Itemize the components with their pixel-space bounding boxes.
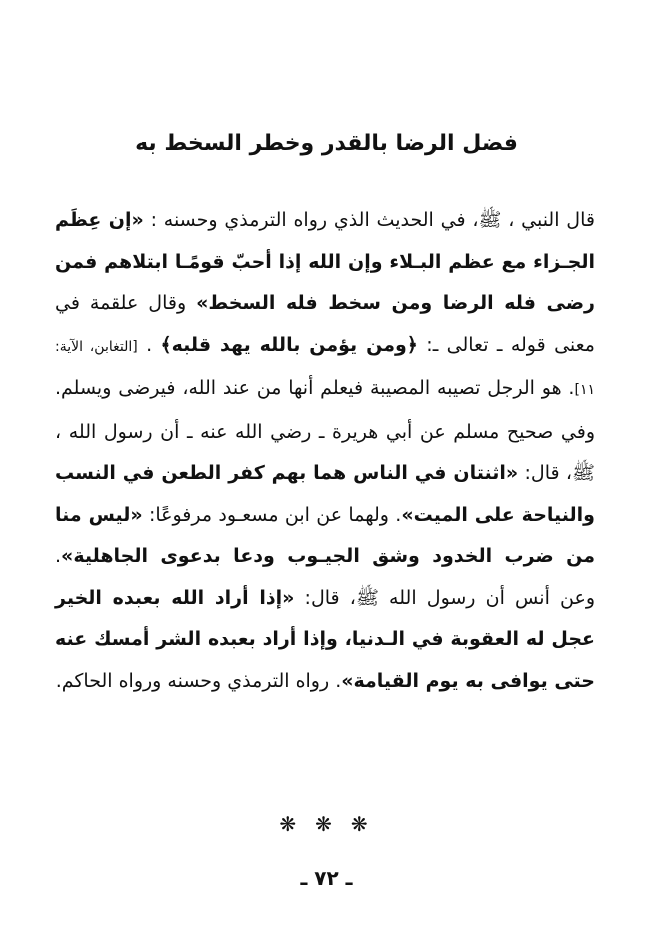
verse-reference: [التغابن، الآية: ١١] [55, 338, 595, 398]
quran-verse: ﴿ومن يؤمن بالله يهد قلبه﴾ [160, 333, 418, 356]
body-paragraph [55, 200, 595, 702]
text-run: وقال علقمة في معنى قوله ـ تعالى ـ: [55, 292, 595, 356]
hadith-quote: «إذا أراد الله بعبده الخير عجل له العقوبة في الـدنيا، وإذا أراد بعبده الشر أمسك عنه حتى يوافى به يوم القيامة» [55, 586, 595, 692]
hadith-quote: «اثنتان في الناس هما بهم كفر الطعن في النسب والنياحة على الميت» [55, 462, 595, 526]
text-run: . ولهما عن ابن مسعـود مرفوعًا: [142, 503, 402, 526]
text-run: . وعن أنس أن رسول الله ﷺ، قال: [55, 545, 595, 609]
text-run: . هو الرجل تصيبه المصيبة فيعلم أنها من عند الله، فيرضى ويسلم. وفي صحيح مسلم عن أبي هريرة ـ رضي الله عنه ـ أن رسول الله ، ﷺ، قال: [55, 377, 595, 484]
hadith-quote: «إن عِظَم الجـزاء مع عظم البـلاء وإن الله إذا أحبّ قومًـا ابتلاهم فمن رضى فله الرضا ومن سخط فله السخط» [55, 209, 595, 314]
text-run: . [137, 333, 161, 356]
section-separator: ❋ ❋ ❋ [279, 812, 374, 836]
text-run: قال النبي ، ﷺ، في الحديث الذي رواه الترمذي وحسنه : [143, 209, 595, 231]
page-title: فضل الرضا بالقدر وخطر السخط به [135, 131, 518, 156]
text-run: . رواه الترمذي وحسنه ورواه الحاكم. [55, 669, 342, 692]
hadith-quote: «ليس منا من ضرب الخدود وشق الجيـوب ودعا بدعوى الجاهلية» [55, 503, 595, 567]
page-number: ـ ٧٢ ـ [300, 866, 353, 890]
